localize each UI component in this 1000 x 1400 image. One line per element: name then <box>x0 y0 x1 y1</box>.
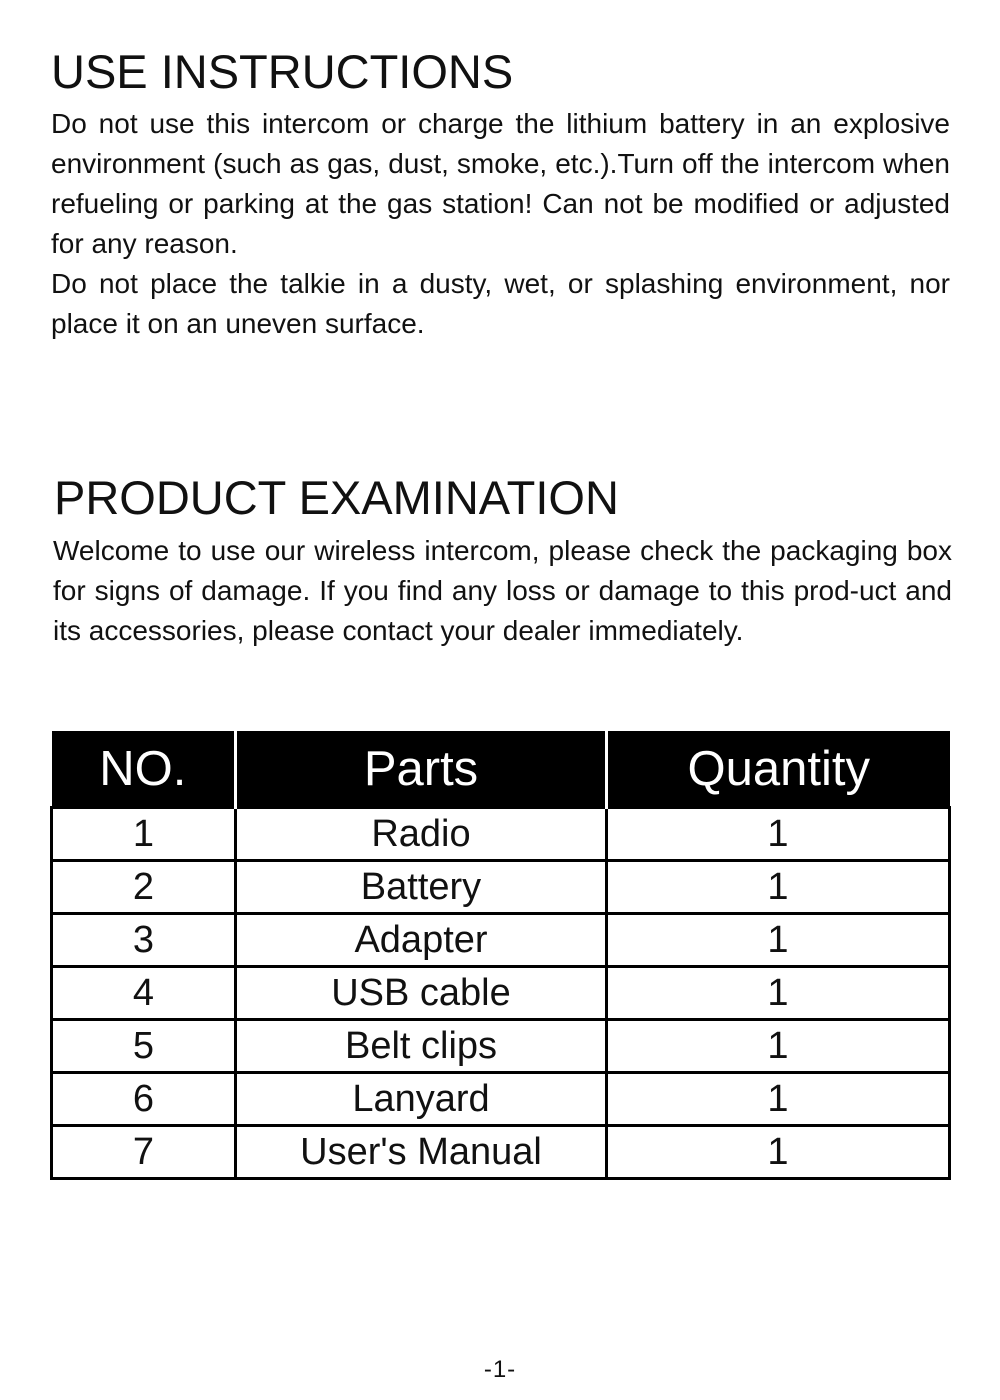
row-number: 2 <box>52 861 236 914</box>
row-part: Lanyard <box>236 1073 607 1126</box>
row-quantity: 1 <box>607 914 950 967</box>
row-part: Belt clips <box>236 1020 607 1073</box>
table-row <box>52 1020 950 1073</box>
table-row <box>52 1073 950 1126</box>
row-number: 4 <box>52 967 236 1020</box>
header-number: NO. <box>52 731 236 808</box>
product-examination-title: PRODUCT EXAMINATION <box>54 471 619 524</box>
row-part: USB cable <box>236 967 607 1020</box>
use-instructions-paragraph: Do not place the talkie in a dusty, wet, or splashing environment, nor place it on an uneven surface. <box>51 268 950 339</box>
use-instructions-title: USE INSTRUCTIONS <box>51 45 514 98</box>
use-instructions-paragraph: Do not use this intercom or charge the lithium battery in an explosive environment (such as gas, dust, smoke, etc.).Turn off the intercom when refueling or parking at the gas station! Can not be modified or adjusted for any reason. <box>51 108 950 259</box>
row-number: 3 <box>52 914 236 967</box>
header-quantity: Quantity <box>607 731 950 808</box>
row-quantity: 1 <box>607 1126 950 1179</box>
row-part: Radio <box>236 808 607 861</box>
table-row <box>52 914 950 967</box>
row-quantity: 1 <box>607 1073 950 1126</box>
page-number: -1- <box>483 1356 517 1383</box>
product-examination-paragraph: Welcome to use our wireless intercom, please check the packaging box for signs of damage. If you find any loss or damage to this prod-uct and its accessories, please contact your dealer immediately. <box>53 535 952 646</box>
table-row <box>52 861 950 914</box>
row-quantity: 1 <box>607 861 950 914</box>
row-quantity: 1 <box>607 967 950 1020</box>
parts-table <box>50 731 951 1180</box>
row-number: 1 <box>52 808 236 861</box>
row-part: Battery <box>236 861 607 914</box>
table-row <box>52 1126 950 1179</box>
row-quantity: 1 <box>607 1020 950 1073</box>
table-header-row <box>52 731 950 808</box>
row-part: Adapter <box>236 914 607 967</box>
table-row <box>52 967 950 1020</box>
row-number: 6 <box>52 1073 236 1126</box>
row-part: User's Manual <box>236 1126 607 1179</box>
row-number: 5 <box>52 1020 236 1073</box>
row-quantity: 1 <box>607 808 950 861</box>
header-parts: Parts <box>236 731 607 808</box>
row-number: 7 <box>52 1126 236 1179</box>
table-row <box>52 808 950 861</box>
